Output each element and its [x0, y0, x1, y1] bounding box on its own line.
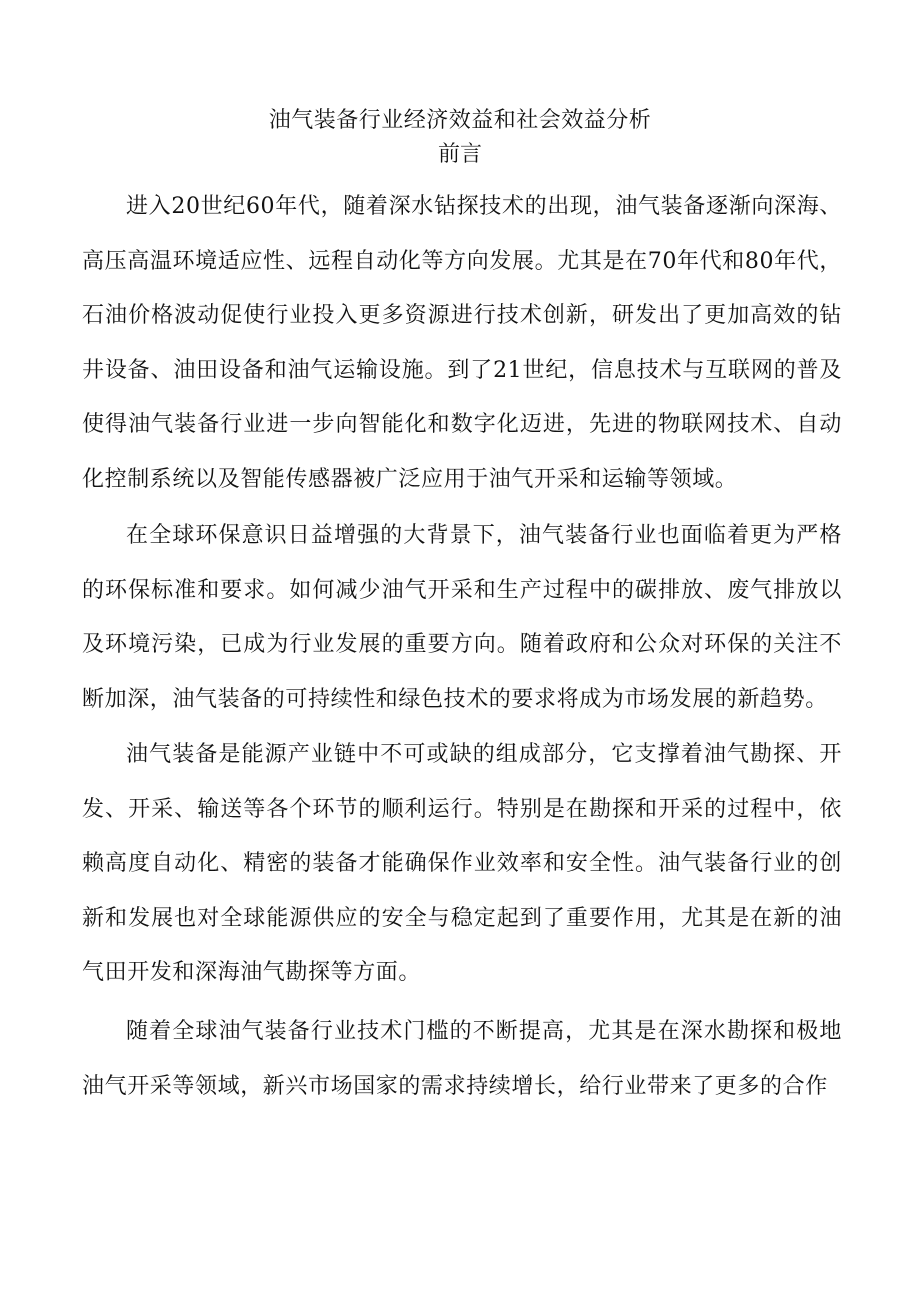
paragraph: 随着全球油气装备行业技术门槛的不断提高，尤其是在深水勘探和极地油气开采等领域，新兴市场国家的需求持续增长，给行业带来了更多的合作 — [82, 1019, 842, 1099]
paragraph: 进入20世纪60年代，随着深水钻探技术的出现，油气装备逐渐向深海、高压高温环境适应性、远程自动化等方向发展。尤其是在70年代和80年代，石油价格波动促使行业投入更多资源进行技术创新，研发出了更加高效的钻井设备、油田设备和油气运输设施。到了21世纪，信息技术与互联网的普及使得油气装备行业进一步向智能化和数字化迈进，先进的物联网技术、自动化控制系统以及智能传感器被广泛应用于油气开采和运输等领域。 — [82, 194, 842, 492]
paragraph: 在全球环保意识日益增强的大背景下，油气装备行业也面临着更为严格的环保标准和要求。如何减少油气开采和生产过程中的碳排放、废气排放以及环境污染，已成为行业发展的重要方向。随着政府和公众对环保的关注不断加深，油气装备的可持续性和绿色技术的要求将成为市场发展的新趋势。 — [82, 523, 842, 712]
document-title: 油气装备行业经济效益和社会效益分析 — [268, 108, 652, 133]
paragraph: 油气装备是能源产业链中不可或缺的组成部分，它支撑着油气勘探、开发、开采、输送等各个环节的顺利运行。特别是在勘探和开采的过程中，依赖高度自动化、精密的装备才能确保作业效率和安全性。油气装备行业的创新和发展也对全球能源供应的安全与稳定起到了重要作用，尤其是在新的油气田开发和深海油气勘探等方面。 — [82, 742, 842, 985]
section-heading: 前言 — [437, 142, 482, 167]
